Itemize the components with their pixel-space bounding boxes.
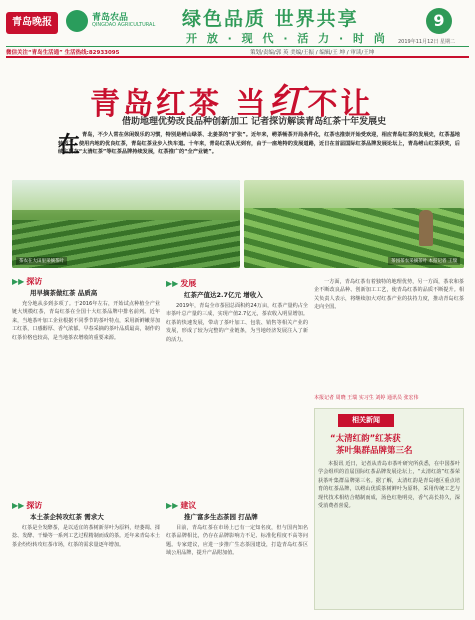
section-subheading-4: 推广富多生态茶园 打品牌	[184, 513, 258, 521]
title-red-char: 红	[268, 82, 308, 123]
related-news-text: 本报讯 近日，记者从青岛市茶叶研究所获悉，在中国茶叶学会组织的首届国际红茶品牌发展论坛上，“太清红韵”红茶荣获茶叶集群品牌第三名。据了解，太清红韵是青岛地区重点培育的红茶品牌，以崂山优质茶树鲜叶为原料，采用传统工艺与现代技术相结合精制而成，汤色红艳明亮，香气高长持久，深受消费者喜爱。	[318, 461, 460, 510]
tea-picker-figure	[419, 210, 433, 246]
article-subtitle: 借助地理优势改良品种创新加工 记者探访解读青岛红茶十年发展史	[122, 117, 387, 127]
related-title-line-2: 茶叶集群品牌第三名	[336, 446, 413, 456]
page-number: 9	[426, 8, 452, 34]
qingdao-agri-logo-icon	[66, 10, 88, 32]
section-heading-4: ▶▶ 建议	[166, 501, 197, 510]
title-part-2: 不让	[307, 87, 374, 122]
column-text-1: 充分地从多到多项了。于2016年左右，开始试点种植全产业链大规模红茶，青岛红茶在全国十大红茶品牌中排名前列。近年来，当地茶叶加工企业根据不同季节的茶叶特点，采用新鲜嫩芽加工红茶，口感醇厚、香气浓郁。早春采摘的茶叶品质最高，制作的红茶价格也较高，是当地茶农增收的重要来源。	[12, 301, 160, 341]
masthead	[0, 0, 475, 58]
masthead-contact: 微信关注“青岛生活通” 生活热线:82933095	[6, 50, 120, 56]
tea-garden-photo-right	[244, 180, 464, 268]
related-title-line-1: “太清红韵”红茶获	[330, 434, 401, 444]
logo-text: 青岛农品	[92, 13, 129, 23]
dropcap: 在	[58, 133, 81, 158]
tea-garden-photo-left	[12, 180, 240, 268]
section-subheading-2: 本土茶企转攻红茶 需求大	[30, 513, 104, 521]
section-subheading-1: 用早摘茶做红茶 品质高	[30, 289, 98, 297]
divider	[6, 56, 469, 58]
photo-caption: 茶农在大田里采摘茶叶	[16, 257, 67, 265]
section-slogan: 开 放 · 现 代 · 活 力 · 时 尚	[186, 32, 388, 45]
article-byline: 本报记者 周晓 王瑞 实习生 刘婷 通讯员 张宏伟	[314, 395, 419, 401]
section-headline: 绿色品质 世界共享	[182, 8, 359, 30]
section-heading-2: ▶▶ 探访	[12, 501, 43, 510]
column-text-3: 2019年，青岛全市茶园总面积约24万亩，红茶产量约占全市茶叶总产量的三成，实现产值2.7亿元，茶农收入明显增加。红茶的快速发展，带动了茶叶加工、包装、销售等相关产业的发展，形成了较为完整的产业链条，为当地经济发展注入了新的活力。	[166, 303, 308, 343]
masthead-editors: 策划/责编/郭 英 美编/王振 / 编辑/王 坤 / 审读/王坤	[250, 50, 375, 56]
logo-subtext: QINGDAO AGRICULTURAL	[92, 22, 156, 28]
section-heading-3: ▶▶ 发展	[166, 279, 197, 288]
photo-sky	[12, 180, 240, 210]
column-text-2: 红茶是全发酵茶，是以适宜的茶树新芽叶为原料，经萎凋、揉捻、发酵、干燥等一系列工艺过程精制而成的茶。近年来青岛本土茶企纷纷转攻红茶市场，红茶的需求量逐年增加。	[12, 525, 160, 548]
related-news-tag: 相关新闻	[338, 414, 394, 427]
section-subheading-3: 红茶产值达2.7亿元 增收入	[184, 291, 263, 299]
column-text-5: 一方面，青岛红茶有着独特的地理优势，另一方面，茶农和茶企不断改良品种、创新加工工艺，使青岛红茶的品质不断提升。相关负责人表示，将继续加大对红茶产业的扶持力度，推动青岛红茶走向全国。	[314, 279, 464, 311]
issue-date: 2019年11月12日 星期二	[398, 39, 456, 45]
photo-caption: 茶园茶农采摘茶叶 本报记者 王瑞	[388, 257, 460, 265]
newspaper-brand: 青岛晚报	[6, 12, 58, 34]
title-part-1: 青岛红茶 当	[90, 87, 269, 122]
divider	[6, 46, 469, 47]
lead-paragraph: 青岛，不少人常在休闲娱乐的习惯，特别是崂山绿茶、北姜茶的“扩张”。近年来，崂茶畅茶开局条件化，红茶也推崇开始受欢迎，相应青岛红茶的发展史，红茶基地转型了，使用内地的优良红茶，青岛红茶业步入快车道。十年来，青岛红茶从无到有，由于一座地特的发展道路，近日在首届国际红茶品牌发展论坛上，青岛崂山红茶获奖，后续主要在“太清红茶”等红茶品牌持续发展，红茶推广的“全产业链”。	[58, 132, 460, 156]
section-heading-1: ▶▶ 探访	[12, 277, 43, 286]
column-text-4: 目前，青岛红茶在市场上已有一定知名度，但与国内知名红茶品牌相比，仍存在品牌影响力不足、标准化程度不高等问题。专家建议，应进一步推广生态茶园建设，打造青岛红茶区域公用品牌，提升产品附加值。	[166, 525, 308, 557]
